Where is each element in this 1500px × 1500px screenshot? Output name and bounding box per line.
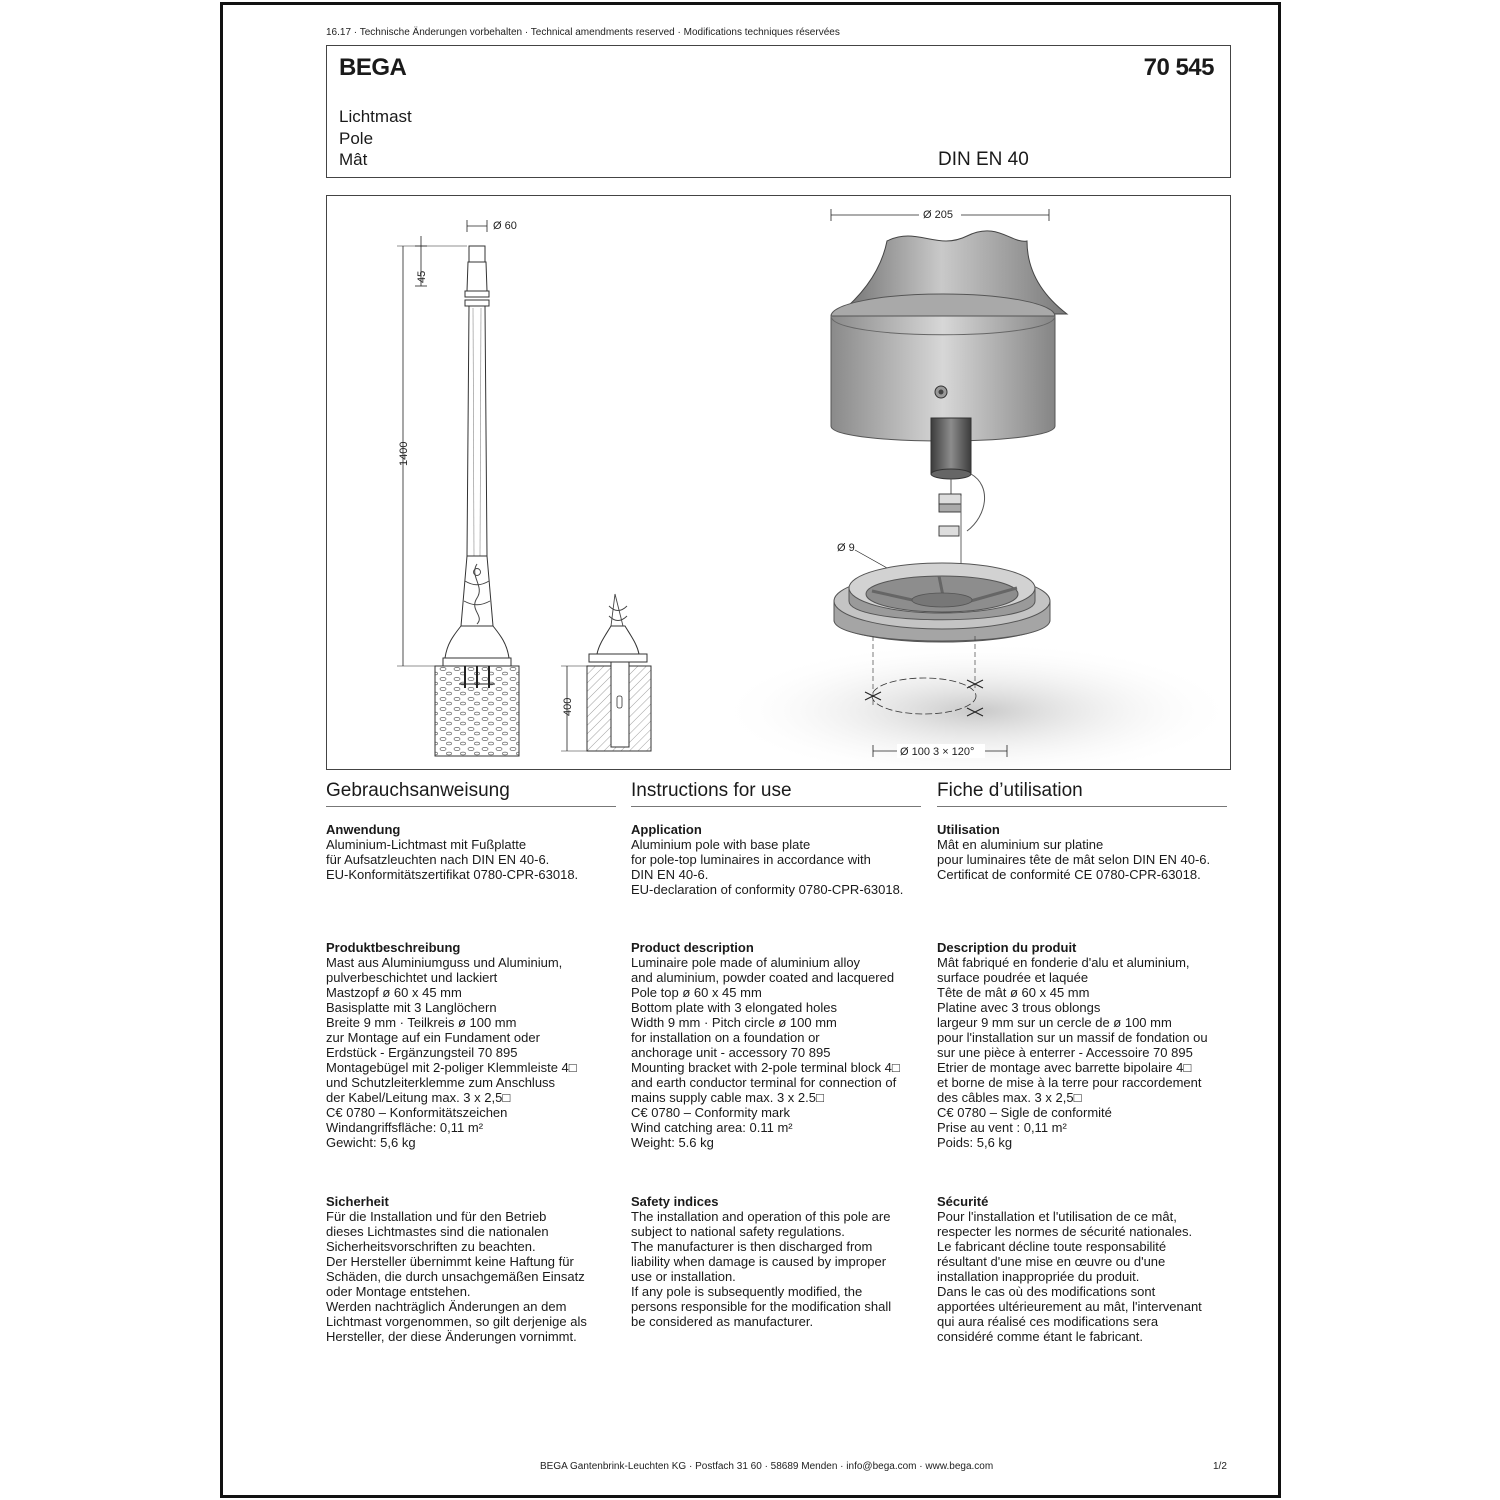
footer-address: BEGA Gantenbrink-Leuchten KG · Postfach 31 60 · 58689 Menden · info@bega.com · www.bega.com	[540, 1461, 994, 1472]
text-line: des câbles max. 3 x 2,5□	[937, 1090, 1082, 1105]
column-title: Fiche d’utilisation	[937, 780, 1227, 807]
section-heading: Produktbeschreibung	[326, 940, 461, 955]
standard-label: DIN EN 40	[938, 149, 1029, 170]
section-heading: Product description	[631, 940, 754, 955]
section-application	[937, 822, 1237, 882]
text-line: use or installation.	[631, 1269, 736, 1284]
section-heading: Sicherheit	[326, 1194, 389, 1209]
text-line: Aluminium-Lichtmast mit Fußplatte	[326, 837, 527, 852]
text-line: Wind catching area: 0.11 m²	[631, 1120, 793, 1135]
text-line: Der Hersteller übernimmt keine Haftung für	[326, 1254, 574, 1269]
text-line: Le fabricant décline toute responsabilité	[937, 1239, 1167, 1254]
text-line: Mast aus Aluminiumguss und Aluminium,	[326, 955, 563, 970]
text-line: Pole top ø 60 x 45 mm	[631, 985, 762, 1000]
dim-hole: Ø 9	[837, 542, 855, 554]
text-line: Lichtmast vorgenommen, so gilt derjenige als	[326, 1314, 587, 1329]
section-application	[631, 822, 931, 897]
brand-logo: BEGA	[339, 54, 407, 81]
drawing-svg	[327, 196, 1231, 770]
section-heading: Description du produit	[937, 940, 1077, 955]
header-box	[326, 45, 1231, 178]
section-heading: Anwendung	[326, 822, 401, 837]
section-description	[326, 940, 626, 1150]
text-line: largeur 9 mm sur un cercle de ø 100 mm	[937, 1015, 1172, 1030]
column-en	[631, 780, 921, 1329]
text-line: installation inappropriée du produit.	[937, 1269, 1140, 1284]
text-line: If any pole is subsequently modified, the	[631, 1284, 863, 1299]
top-note: 16.17 · Technische Änderungen vorbehalten · Technical amendments reserved · Modifications techniques réservées	[326, 27, 840, 38]
page-number: 1/2	[1213, 1461, 1227, 1472]
text-line: Montagebügel mit 2-poliger Klemmleiste 4□	[326, 1060, 577, 1075]
section-body	[937, 955, 1237, 1150]
text-line: zur Montage auf ein Fundament oder	[326, 1030, 540, 1045]
text-line: et borne de mise à la terre pour raccordement	[937, 1075, 1202, 1090]
column-title: Gebrauchsanweisung	[326, 780, 616, 807]
text-line: Sicherheitsvorschriften zu beachten.	[326, 1239, 536, 1254]
dim-base-diameter: Ø 205	[923, 209, 953, 221]
text-line: pulverbeschichtet und lackiert	[326, 970, 498, 985]
section-safety	[937, 1194, 1237, 1344]
dim-height: 1400	[398, 441, 410, 466]
text-line: apportées ultérieurement au mât, l'intervenant	[937, 1299, 1202, 1314]
text-line: oder Montage entstehen.	[326, 1284, 471, 1299]
text-line: C€ 0780 – Konformitätszeichen	[326, 1105, 508, 1120]
text-line: und Schutzleiterklemme zum Anschluss	[326, 1075, 556, 1090]
text-line: Werden nachträglich Änderungen an dem	[326, 1299, 567, 1314]
text-line: persons responsible for the modification shall	[631, 1299, 892, 1314]
text-line: DIN EN 40-6.	[631, 867, 709, 882]
text-line: pour luminaires tête de mât selon DIN EN 40-6.	[937, 852, 1211, 867]
text-line: Tête de mât ø 60 x 45 mm	[937, 985, 1090, 1000]
text-line: subject to national safety regulations.	[631, 1224, 845, 1239]
text-line: Pour l'installation et l'utilisation de ce mât,	[937, 1209, 1177, 1224]
text-line: Certificat de conformité CE 0780-CPR-63018.	[937, 867, 1201, 882]
section-heading: Sécurité	[937, 1194, 989, 1209]
text-line: Poids: 5,6 kg	[937, 1135, 1013, 1150]
section-description	[631, 940, 931, 1150]
text-line: Etrier de montage avec barrette bipolaire 4□	[937, 1060, 1192, 1075]
text-line: Mounting bracket with 2-pole terminal block 4□	[631, 1060, 900, 1075]
text-line: EU-declaration of conformity 0780-CPR-63018.	[631, 882, 904, 897]
text-line: Weight: 5.6 kg	[631, 1135, 714, 1150]
section-safety	[631, 1194, 931, 1329]
pole-elevation	[397, 220, 519, 756]
section-body	[326, 955, 626, 1150]
anchorage-section	[561, 594, 651, 751]
text-line: Erdstück - Ergänzungsteil 70 895	[326, 1045, 518, 1060]
text-line: Basisplatte mit 3 Langlöchern	[326, 1000, 497, 1015]
text-line: qui aura réalisé ces modifications sera	[937, 1314, 1159, 1329]
column-fr	[937, 780, 1227, 1344]
dim-depth: 400	[562, 697, 574, 716]
text-line: surface poudrée et laquée	[937, 970, 1089, 985]
text-line: Mastzopf ø 60 x 45 mm	[326, 985, 462, 1000]
section-heading: Safety indices	[631, 1194, 719, 1209]
article-number: 70 545	[1143, 54, 1214, 81]
text-line: respecter les normes de sécurité nationales.	[937, 1224, 1193, 1239]
product-name-en: Pole	[339, 128, 374, 148]
text-line: für Aufsatzleuchten nach DIN EN 40-6.	[326, 852, 550, 867]
text-line: Mât fabriqué en fonderie d'alu et aluminium,	[937, 955, 1190, 970]
column-de	[326, 780, 616, 1344]
text-line: Gewicht: 5,6 kg	[326, 1135, 416, 1150]
dim-top-height: 45	[416, 270, 428, 283]
product-name-fr: Mât	[339, 150, 368, 169]
section-heading: Utilisation	[937, 822, 1000, 837]
text-line: mains supply cable max. 3 x 2.5□	[631, 1090, 824, 1105]
text-line: Width 9 mm · Pitch circle ø 100 mm	[631, 1015, 837, 1030]
text-line: résultant d'une mise en œuvre ou d'une	[937, 1254, 1166, 1269]
text-line: considéré comme étant le fabricant.	[937, 1329, 1143, 1344]
text-line: liability when damage is caused by improper	[631, 1254, 887, 1269]
section-body	[326, 837, 626, 882]
text-line: C€ 0780 – Sigle de conformité	[937, 1105, 1112, 1120]
text-line: Schäden, die durch unsachgemäßen Einsatz	[326, 1269, 585, 1284]
text-line: pour l'installation sur un massif de fondation ou	[937, 1030, 1208, 1045]
text-line: EU-Konformitätszertifikat 0780-CPR-63018.	[326, 867, 579, 882]
text-line: for installation on a foundation or	[631, 1030, 820, 1045]
text-line: Hersteller, der diese Änderungen vornimmt.	[326, 1329, 577, 1344]
section-body	[631, 837, 931, 897]
product-name-de: Lichtmast	[339, 107, 412, 126]
text-line: anchorage unit - accessory 70 895	[631, 1045, 831, 1060]
product-names	[339, 106, 412, 171]
text-line: Aluminium pole with base plate	[631, 837, 811, 852]
text-line: Luminaire pole made of aluminium alloy	[631, 955, 861, 970]
section-description	[937, 940, 1237, 1150]
text-line: for pole-top luminaires in accordance with	[631, 852, 871, 867]
text-line: and aluminium, powder coated and lacquered	[631, 970, 895, 985]
text-line: dieses Lichtmastes sind die nationalen	[326, 1224, 549, 1239]
text-line: The installation and operation of this pole are	[631, 1209, 891, 1224]
text-line: der Kabel/Leitung max. 3 x 2,5□	[326, 1090, 511, 1105]
text-line: Dans le cas où des modifications sont	[937, 1284, 1156, 1299]
section-body	[326, 1209, 626, 1344]
text-line: C€ 0780 – Conformity mark	[631, 1105, 790, 1120]
text-line: Windangriffsfläche: 0,11 m²	[326, 1120, 484, 1135]
text-line: and earth conductor terminal for connection of	[631, 1075, 897, 1090]
section-heading: Application	[631, 822, 702, 837]
text-line: sur une pièce à enterrer - Accessoire 70 895	[937, 1045, 1193, 1060]
technical-drawing	[326, 195, 1231, 770]
column-title: Instructions for use	[631, 780, 921, 807]
text-line: The manufacturer is then discharged from	[631, 1239, 873, 1254]
section-body	[631, 955, 931, 1150]
text-line: be considered as manufacturer.	[631, 1314, 814, 1329]
text-line: Bottom plate with 3 elongated holes	[631, 1000, 837, 1015]
dim-top-diameter: Ø 60	[493, 220, 517, 232]
section-body	[937, 837, 1237, 882]
section-application	[326, 822, 626, 882]
text-line: Für die Installation und für den Betrieb	[326, 1209, 547, 1224]
text-line: Breite 9 mm · Teilkreis ø 100 mm	[326, 1015, 517, 1030]
section-body	[631, 1209, 931, 1329]
base-assembly-isometric	[717, 207, 1231, 770]
dim-pitch-circle: Ø 100 3 × 120°	[900, 746, 975, 758]
section-body	[937, 1209, 1237, 1344]
text-line: Prise au vent : 0,11 m²	[937, 1120, 1067, 1135]
text-line: Platine avec 3 trous oblongs	[937, 1000, 1101, 1015]
section-safety	[326, 1194, 626, 1344]
text-line: Mât en aluminium sur platine	[937, 837, 1104, 852]
